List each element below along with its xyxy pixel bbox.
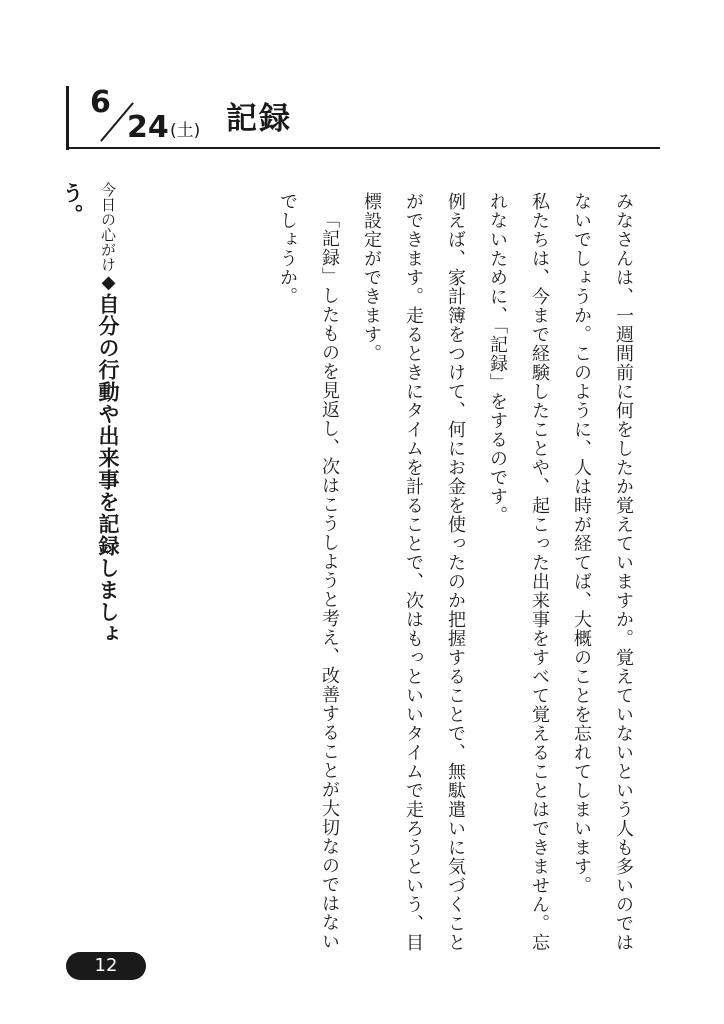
header-vertical-bar: [66, 86, 69, 150]
date-month: 6: [90, 85, 111, 120]
paragraph-1: みなさんは、一週間前に何をしたか覚えていますか。覚えていないという人も多いのではないでしょうか。このように、人は時が経てば、大概のことを忘れてしまいます。: [571, 192, 634, 952]
motto-text: 自分の行動や出来事を記録しましょう。: [60, 182, 120, 645]
header-rule: [66, 147, 660, 149]
date-weekday: (土): [170, 121, 201, 141]
page-number: 12: [94, 955, 118, 976]
paragraph-2: 私たちは、今まで経験したことや、起こった出来事をすべて覚えることはできません。忘れないために、「記録」をするのです。: [487, 192, 550, 952]
daily-motto: [60, 182, 126, 662]
date-day: 24: [127, 110, 169, 145]
diamond-icon: ◆: [98, 272, 119, 293]
body-text: [224, 192, 644, 952]
paragraph-3: 例えば、家計簿をつけて、何にお金を使ったのか把握することで、無駄遣いに気づくことができます。走るときにタイムを計ることで、次はもっといいタイムで走ろうという、目標設定ができます。: [361, 192, 466, 952]
motto-label: 今日の心がけ: [99, 182, 117, 272]
page-title: 記録: [226, 101, 292, 137]
paragraph-4: 「記録」したものを見返し、次はこうしようと考え、改善することが大切なのではないでしょうか。: [277, 192, 340, 951]
